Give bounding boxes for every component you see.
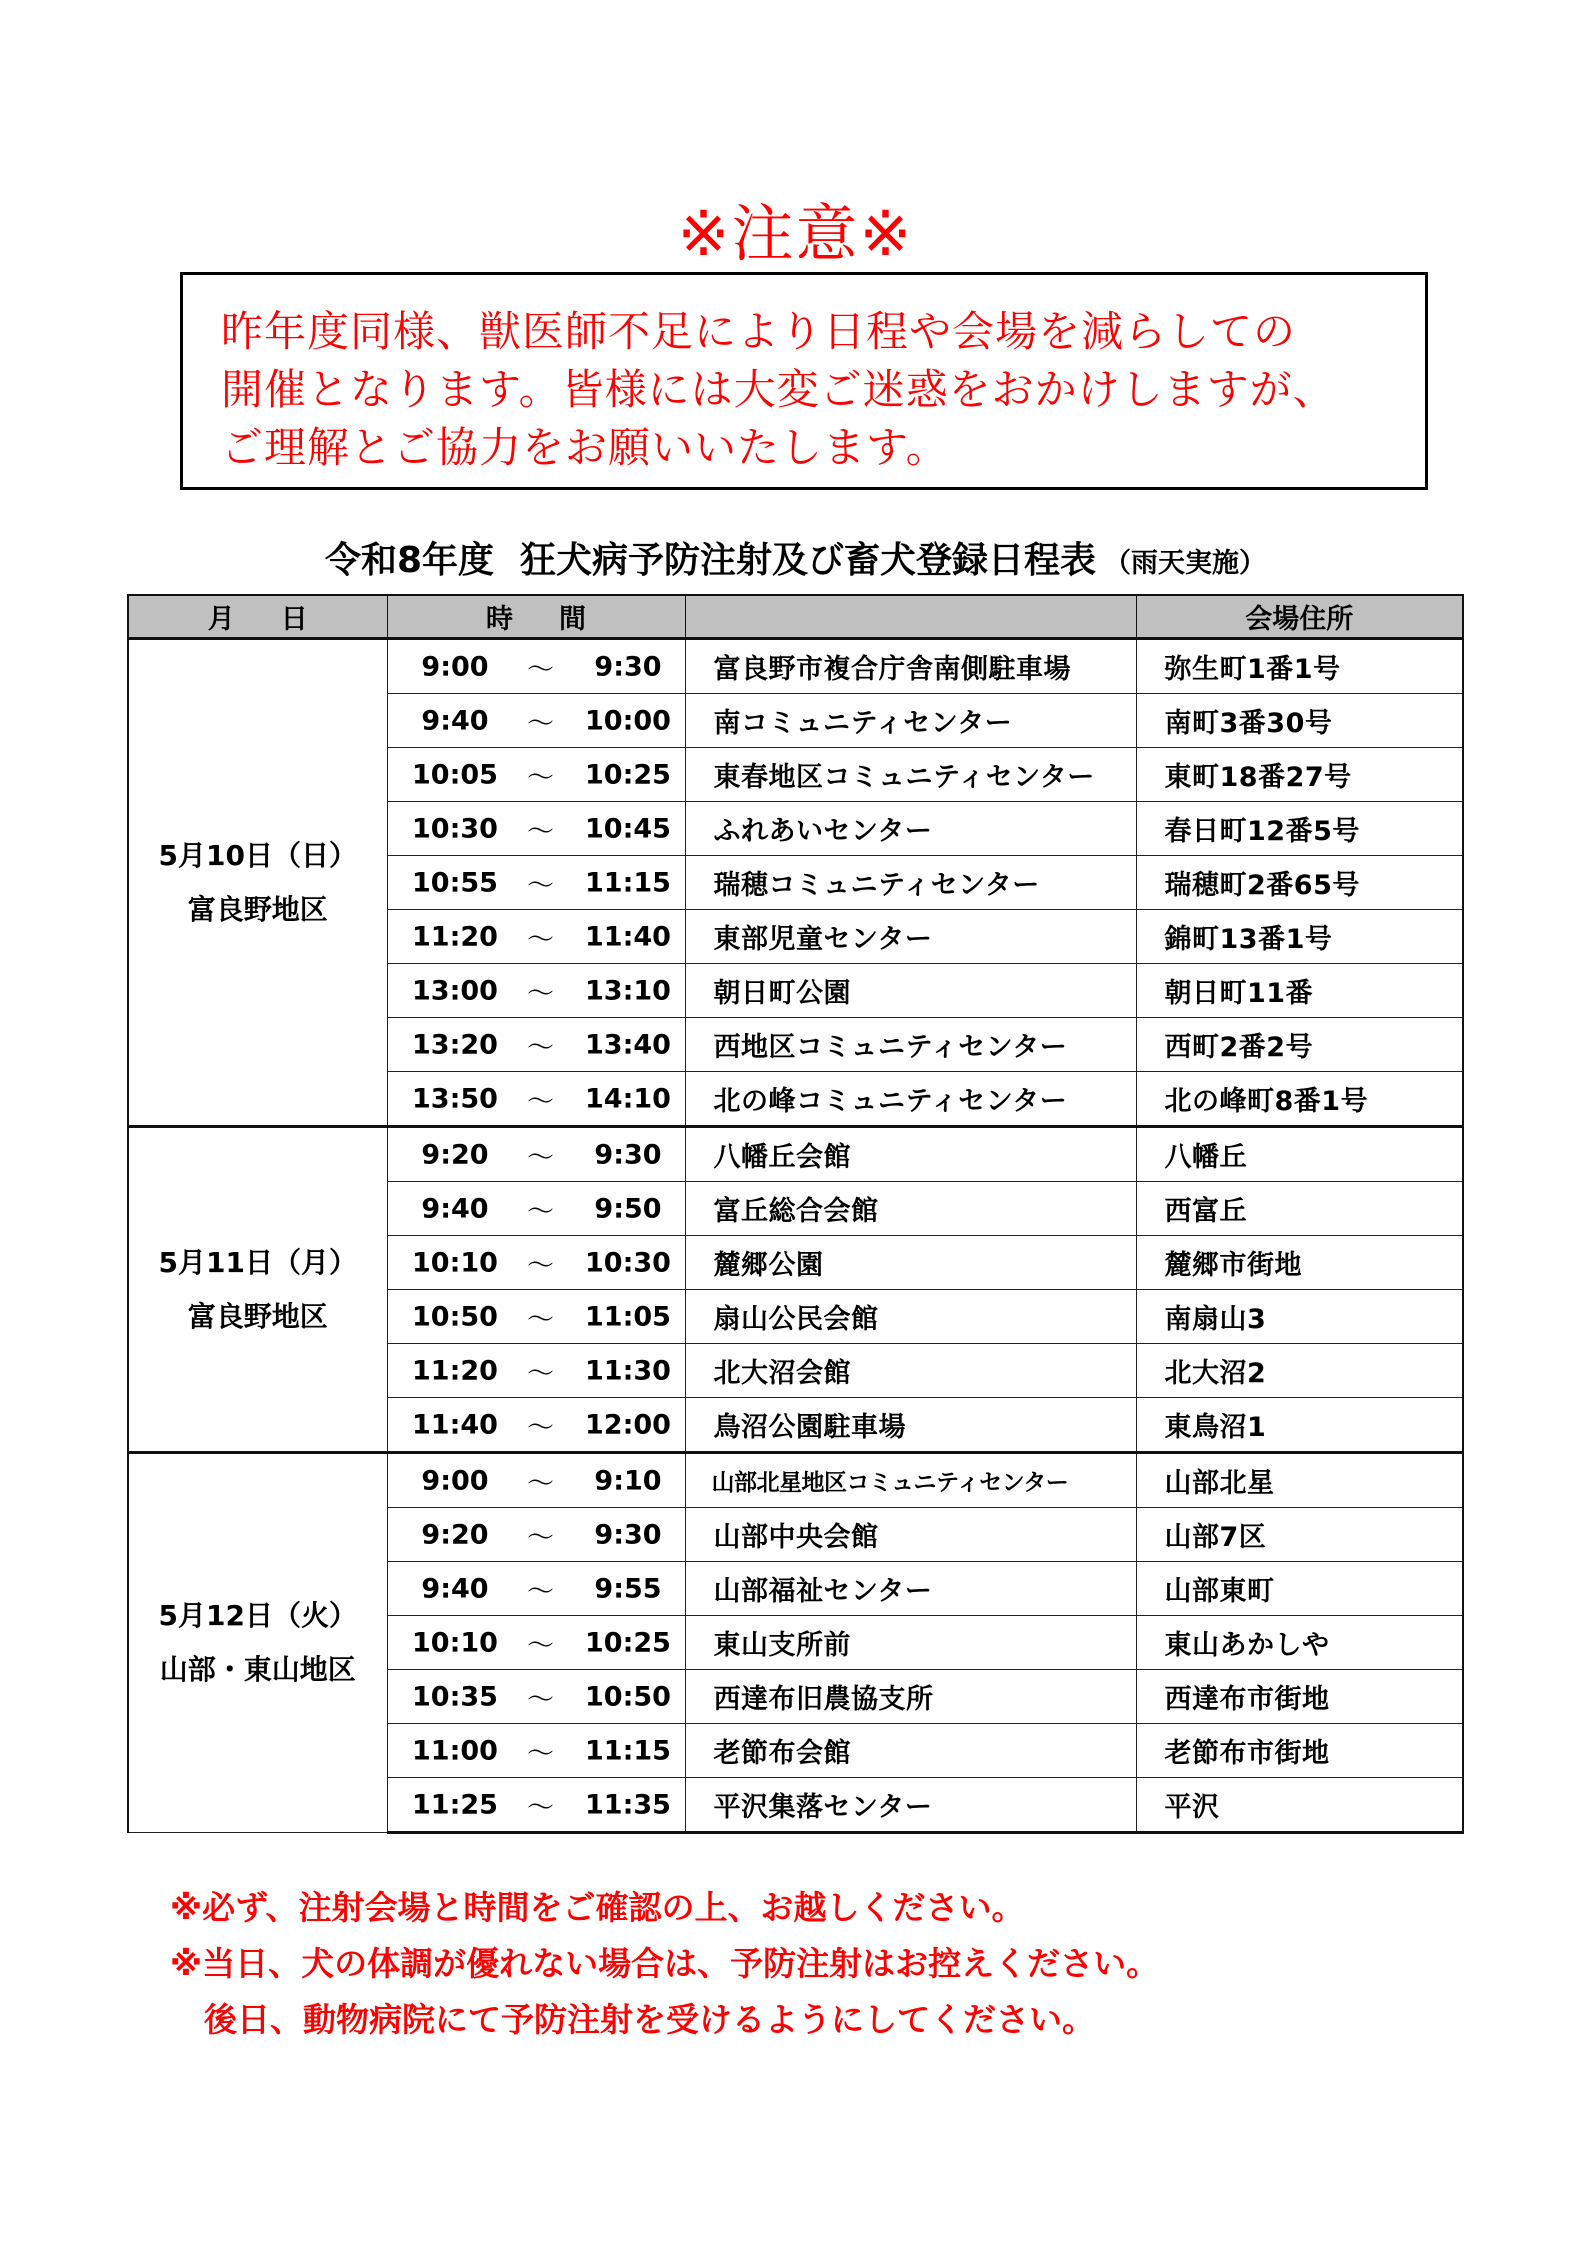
end-time: 9:50	[594, 1193, 662, 1224]
end-time: 11:15	[585, 867, 671, 898]
end-time: 10:45	[585, 813, 671, 844]
time-cell	[387, 1290, 685, 1344]
end-time: 10:25	[585, 1627, 671, 1658]
end-time: 10:50	[585, 1681, 671, 1712]
address-cell: 瑞穂町2番65号	[1136, 856, 1463, 910]
venue-cell: 東部児童センター	[685, 910, 1136, 964]
venue-cell: 西地区コミュニティセンター	[685, 1018, 1136, 1072]
area-label: 山部・東山地区	[159, 1653, 356, 1686]
address-cell: 西町2番2号	[1136, 1018, 1463, 1072]
venue-cell: 北大沼会館	[685, 1344, 1136, 1398]
start-time: 9:40	[421, 1573, 489, 1604]
address-cell: 麓郷市街地	[1136, 1236, 1463, 1290]
start-time: 11:20	[412, 1355, 498, 1386]
date-label: 5月10日（日）	[158, 838, 357, 872]
time-cell	[387, 1344, 685, 1398]
time-separator: ～	[527, 762, 554, 793]
venue-cell: 南コミュニティセンター	[685, 694, 1136, 748]
time-separator: ～	[527, 1630, 554, 1661]
start-time: 10:35	[412, 1681, 498, 1712]
venue-cell: 東山支所前	[685, 1616, 1136, 1670]
time-separator: ～	[527, 1250, 554, 1281]
time-separator: ～	[527, 1304, 554, 1335]
venue-cell: 富良野市複合庁舎南側駐車場	[685, 639, 1136, 694]
end-time: 12:00	[585, 1409, 671, 1440]
start-time: 11:25	[412, 1789, 498, 1820]
start-time: 10:30	[412, 813, 498, 844]
venue-cell: 東春地区コミュニティセンター	[685, 748, 1136, 802]
notice-line: ご理解とご協力をお願いいたします。	[221, 423, 949, 472]
schedule-title-note: （雨天実施）	[1104, 548, 1267, 579]
venue-cell: 富丘総合会館	[685, 1182, 1136, 1236]
time-cell	[387, 694, 685, 748]
start-time: 10:50	[412, 1301, 498, 1332]
time-separator: ～	[527, 1468, 554, 1499]
header-venue	[685, 595, 1136, 639]
end-time: 11:40	[585, 921, 671, 952]
schedule-table	[127, 594, 1464, 1834]
start-time: 13:00	[412, 975, 498, 1006]
address-cell: 南扇山3	[1136, 1290, 1463, 1344]
schedule-title-main: 狂犬病予防注射及び畜犬登録日程表	[520, 540, 1097, 581]
venue-cell: 山部中央会館	[685, 1508, 1136, 1562]
venue-cell: 朝日町公園	[685, 964, 1136, 1018]
time-separator: ～	[527, 870, 554, 901]
address-cell: 西達布市街地	[1136, 1670, 1463, 1724]
address-cell: 南町3番30号	[1136, 694, 1463, 748]
start-time: 13:50	[412, 1083, 498, 1114]
address-cell: 八幡丘	[1136, 1127, 1463, 1182]
date-cell	[128, 1127, 387, 1453]
notice-line: 昨年度同様、獣医師不足により日程や会場を減らしての	[221, 307, 1297, 356]
start-time: 10:10	[412, 1247, 498, 1278]
time-separator: ～	[527, 1358, 554, 1389]
area-label: 富良野地区	[187, 1299, 328, 1333]
start-time: 10:05	[412, 759, 498, 790]
end-time: 9:30	[594, 1519, 662, 1550]
start-time: 11:40	[412, 1409, 498, 1440]
end-time: 13:10	[585, 975, 671, 1006]
start-time: 11:00	[412, 1735, 498, 1766]
footnote-later: 後日、動物病院にて予防注射を受けるようにしてください。	[204, 2000, 1095, 2039]
end-time: 11:15	[585, 1735, 671, 1766]
time-cell	[387, 1236, 685, 1290]
venue-cell: 老節布会館	[685, 1724, 1136, 1778]
time-cell	[387, 1778, 685, 1833]
start-time: 11:20	[412, 921, 498, 952]
schedule-title-year: 令和8年度	[324, 540, 495, 581]
warning-title: ※注意※	[677, 197, 914, 270]
time-separator: ～	[527, 924, 554, 955]
end-time: 9:55	[594, 1573, 662, 1604]
time-cell	[387, 1508, 685, 1562]
start-time: 9:20	[421, 1519, 489, 1550]
address-cell: 北の峰町8番1号	[1136, 1072, 1463, 1127]
date-label: 5月11日（月）	[158, 1245, 357, 1279]
address-cell: 朝日町11番	[1136, 964, 1463, 1018]
venue-cell: 鳥沼公園駐車場	[685, 1398, 1136, 1453]
time-cell	[387, 910, 685, 964]
time-separator: ～	[527, 1196, 554, 1227]
address-cell: 山部東町	[1136, 1562, 1463, 1616]
time-separator: ～	[527, 708, 554, 739]
header-time: 時 間	[387, 595, 685, 639]
date-cell	[128, 1453, 387, 1833]
venue-cell: 麓郷公園	[685, 1236, 1136, 1290]
time-cell	[387, 964, 685, 1018]
notice-text	[221, 303, 1415, 477]
venue-cell: 北の峰コミュニティセンター	[685, 1072, 1136, 1127]
venue-cell: 山部北星地区コミュニティセンター	[685, 1453, 1136, 1508]
time-separator: ～	[527, 1142, 554, 1173]
end-time: 11:30	[585, 1355, 671, 1386]
time-cell	[387, 1398, 685, 1453]
time-separator: ～	[527, 1032, 554, 1063]
time-separator: ～	[527, 1522, 554, 1553]
area-label: 富良野地区	[187, 892, 328, 926]
venue-cell: 西達布旧農協支所	[685, 1670, 1136, 1724]
notice-box	[180, 272, 1428, 490]
address-cell: 東山あかしや	[1136, 1616, 1463, 1670]
address-cell: 西富丘	[1136, 1182, 1463, 1236]
venue-cell: 八幡丘会館	[685, 1127, 1136, 1182]
time-separator: ～	[527, 1792, 554, 1823]
notice-line: 開催となります。皆様には大変ご迷惑をおかけしますが、	[221, 365, 1336, 414]
start-time: 13:20	[412, 1029, 498, 1060]
time-cell	[387, 1453, 685, 1508]
end-time: 10:25	[585, 759, 671, 790]
table-header-row	[128, 595, 1463, 639]
venue-cell: 瑞穂コミュニティセンター	[685, 856, 1136, 910]
address-cell: 春日町12番5号	[1136, 802, 1463, 856]
time-separator: ～	[527, 1738, 554, 1769]
end-time: 14:10	[585, 1083, 671, 1114]
time-separator: ～	[527, 978, 554, 1009]
time-separator: ～	[527, 654, 554, 685]
footnote-health: ※当日、犬の体調が優れない場合は、予防注射はお控えください。	[170, 1944, 1160, 1983]
start-time: 10:55	[412, 867, 498, 898]
time-cell	[387, 1562, 685, 1616]
end-time: 9:10	[594, 1465, 662, 1496]
table-row	[128, 639, 1463, 694]
address-cell: 平沢	[1136, 1778, 1463, 1833]
address-cell: 東町18番27号	[1136, 748, 1463, 802]
time-cell	[387, 639, 685, 694]
start-time: 9:00	[421, 1465, 489, 1496]
date-label: 5月12日（火）	[158, 1599, 357, 1632]
end-time: 10:30	[585, 1247, 671, 1278]
address-cell: 錦町13番1号	[1136, 910, 1463, 964]
time-cell	[387, 1182, 685, 1236]
start-time: 9:40	[421, 705, 489, 736]
time-cell	[387, 1616, 685, 1670]
time-separator: ～	[527, 1684, 554, 1715]
time-cell	[387, 1670, 685, 1724]
end-time: 11:05	[585, 1301, 671, 1332]
venue-cell: ふれあいセンター	[685, 802, 1136, 856]
end-time: 10:00	[585, 705, 671, 736]
address-cell: 弥生町1番1号	[1136, 639, 1463, 694]
start-time: 9:00	[421, 651, 489, 682]
end-time: 9:30	[594, 651, 662, 682]
time-cell	[387, 1072, 685, 1127]
footnote-confirm: ※必ず、注射会場と時間をご確認の上、お越しください。	[170, 1888, 1025, 1927]
time-separator: ～	[527, 816, 554, 847]
table-row	[128, 1453, 1463, 1508]
venue-cell: 扇山公民会館	[685, 1290, 1136, 1344]
time-cell	[387, 1018, 685, 1072]
end-time: 13:40	[585, 1029, 671, 1060]
time-separator: ～	[527, 1576, 554, 1607]
end-time: 11:35	[585, 1789, 671, 1820]
address-cell: 山部北星	[1136, 1453, 1463, 1508]
time-cell	[387, 856, 685, 910]
time-cell	[387, 802, 685, 856]
time-cell	[387, 1724, 685, 1778]
start-time: 9:40	[421, 1193, 489, 1224]
address-cell: 北大沼2	[1136, 1344, 1463, 1398]
date-cell	[128, 639, 387, 1127]
header-address: 会場住所	[1136, 595, 1463, 639]
header-date: 月 日	[128, 595, 387, 639]
end-time: 9:30	[594, 1139, 662, 1170]
address-cell: 老節布市街地	[1136, 1724, 1463, 1778]
time-separator: ～	[527, 1412, 554, 1443]
address-cell: 山部7区	[1136, 1508, 1463, 1562]
start-time: 10:10	[412, 1627, 498, 1658]
time-cell	[387, 1127, 685, 1182]
footnotes	[170, 1880, 1159, 2048]
time-cell	[387, 748, 685, 802]
start-time: 9:20	[421, 1139, 489, 1170]
schedule-title	[0, 533, 1591, 592]
time-separator: ～	[527, 1086, 554, 1117]
venue-cell: 平沢集落センター	[685, 1778, 1136, 1833]
table-row	[128, 1127, 1463, 1182]
address-cell: 東鳥沼1	[1136, 1398, 1463, 1453]
venue-cell: 山部福祉センター	[685, 1562, 1136, 1616]
